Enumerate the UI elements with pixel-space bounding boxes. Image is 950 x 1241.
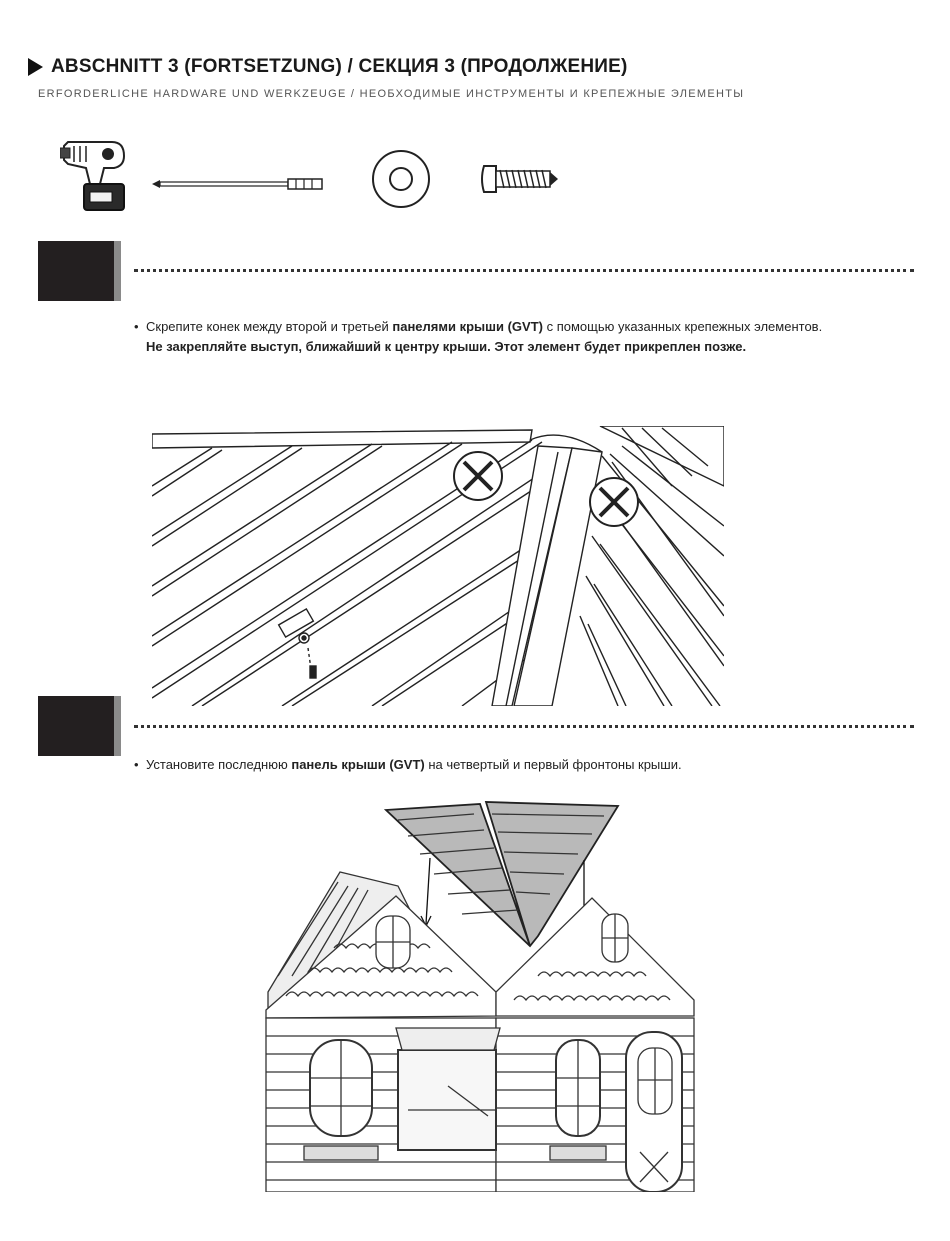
step-2-marker (38, 696, 121, 756)
bullet-icon: • (134, 319, 139, 334)
section-arrow-icon (28, 58, 43, 76)
section-title (28, 56, 628, 78)
section-title-text: ABSCHNITT 3 (FORTSETZUNG) / СЕКЦИЯ 3 (ПРОДОЛЖЕНИЕ) (51, 56, 628, 77)
section-subtitle: ERFORDERLICHE HARDWARE UND WERKZEUGE / НЕОБХОДИМЫЕ ИНСТРУМЕНТЫ И КРЕПЕЖНЫЕ ЭЛЕМЕНТЫ (38, 88, 745, 100)
step-1-divider (134, 269, 914, 272)
step-1-marker (38, 241, 121, 301)
washer-icon (370, 148, 432, 210)
roof-ridge-illustration (152, 426, 724, 706)
step-1-warning: Не закрепляйте выступ, ближайший к центру крыши. Этот элемент будет прикреплен позже. (146, 339, 747, 354)
drill-icon (60, 132, 132, 214)
screwdriver-bit-icon (150, 176, 326, 192)
playhouse-roof-illustration (248, 796, 718, 1192)
bullet-icon: • (134, 757, 139, 772)
step-2-divider (134, 725, 914, 728)
step-1-instruction: • Скрепите конек между второй и третьей панелями крыши (GVT) с помощью указанных крепежных элементов. Не закрепляйте выступ, ближайший к центру крыши. Этот элемент будет прикреплен позже. (134, 317, 822, 357)
step-2-instruction: • Установите последнюю панель крыши (GVT) на четвертый и первый фронтоны крыши. (134, 755, 682, 775)
no-fasten-mark-1 (454, 452, 502, 500)
no-fasten-mark-2 (590, 478, 638, 526)
screw-icon (480, 162, 560, 196)
